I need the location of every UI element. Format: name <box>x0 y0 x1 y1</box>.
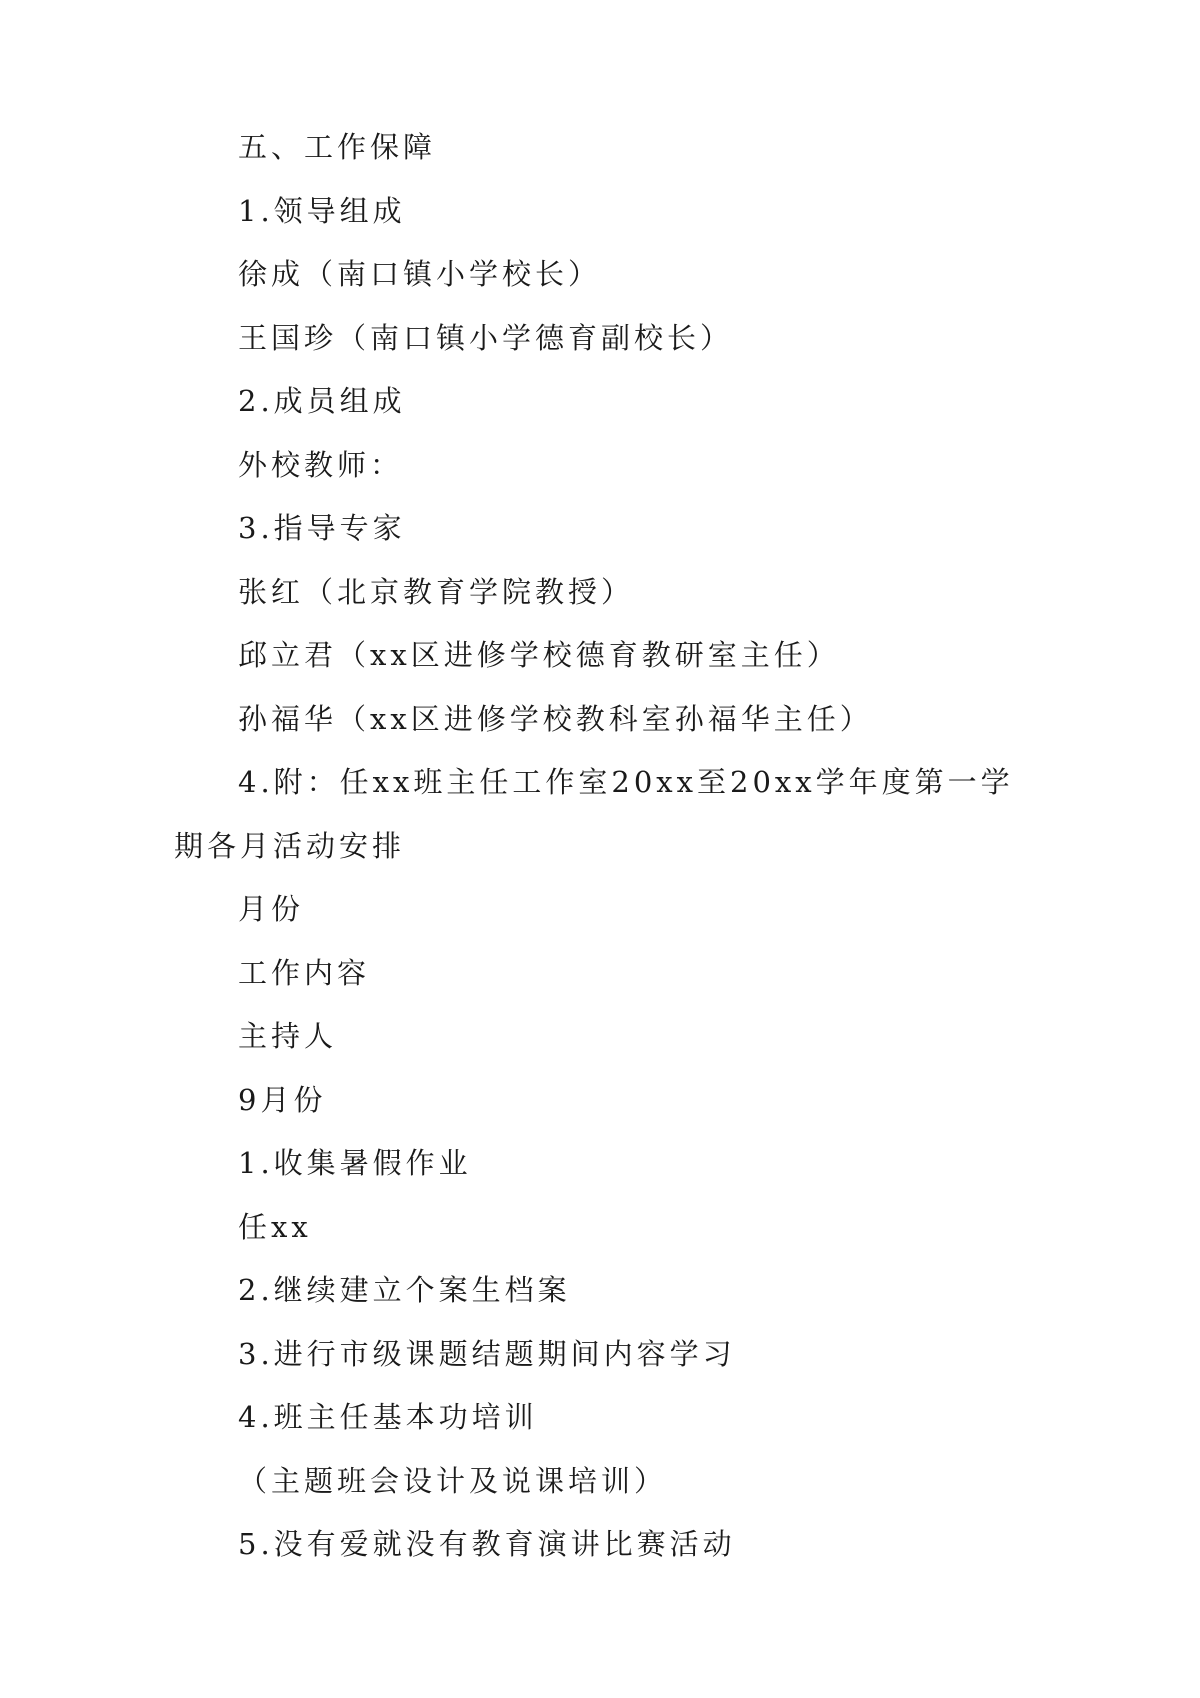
expert-entry: 张红（北京教育学院教授） <box>238 574 635 609</box>
leader-entry: 王国珍（南口镇小学德育副校长） <box>238 320 734 355</box>
subheading-experts: 3.指导专家 <box>238 511 406 545</box>
activity-item: 3.进行市级课题结题期间内容学习 <box>238 1336 736 1371</box>
table-header-host: 主持人 <box>238 1019 338 1053</box>
activity-note: （主题班会设计及说课培训） <box>238 1463 668 1498</box>
subheading-members: 2.成员组成 <box>238 384 406 418</box>
activity-item: 2.继续建立个案生档案 <box>238 1273 571 1307</box>
expert-entry: 邱立君（xx区进修学校德育教研室主任） <box>238 638 840 672</box>
subheading-leadership: 1.领导组成 <box>238 193 406 228</box>
activity-item: 5.没有爱就没有教育演讲比赛活动 <box>238 1527 736 1561</box>
activity-item: 1.收集暑假作业 <box>238 1146 472 1180</box>
section-heading: 五、工作保障 <box>238 130 437 164</box>
activity-item: 4.班主任基本功培训 <box>238 1400 538 1434</box>
leader-entry: 徐成（南口镇小学校长） <box>238 257 602 291</box>
members-entry: 外校教师： <box>238 447 404 482</box>
appendix-paragraph: 4.附：任xx班主任工作室20xx至20xx学年度第一学期各月活动安排 <box>174 765 1014 863</box>
month-label: 9月份 <box>238 1082 327 1117</box>
expert-entry: 孙福华（xx区进修学校教科室孙福华主任） <box>238 701 873 736</box>
table-header-content: 工作内容 <box>238 955 371 990</box>
host-name: 任xx <box>238 1209 312 1244</box>
document-body <box>174 116 1044 1577</box>
table-header-month: 月份 <box>238 892 305 926</box>
